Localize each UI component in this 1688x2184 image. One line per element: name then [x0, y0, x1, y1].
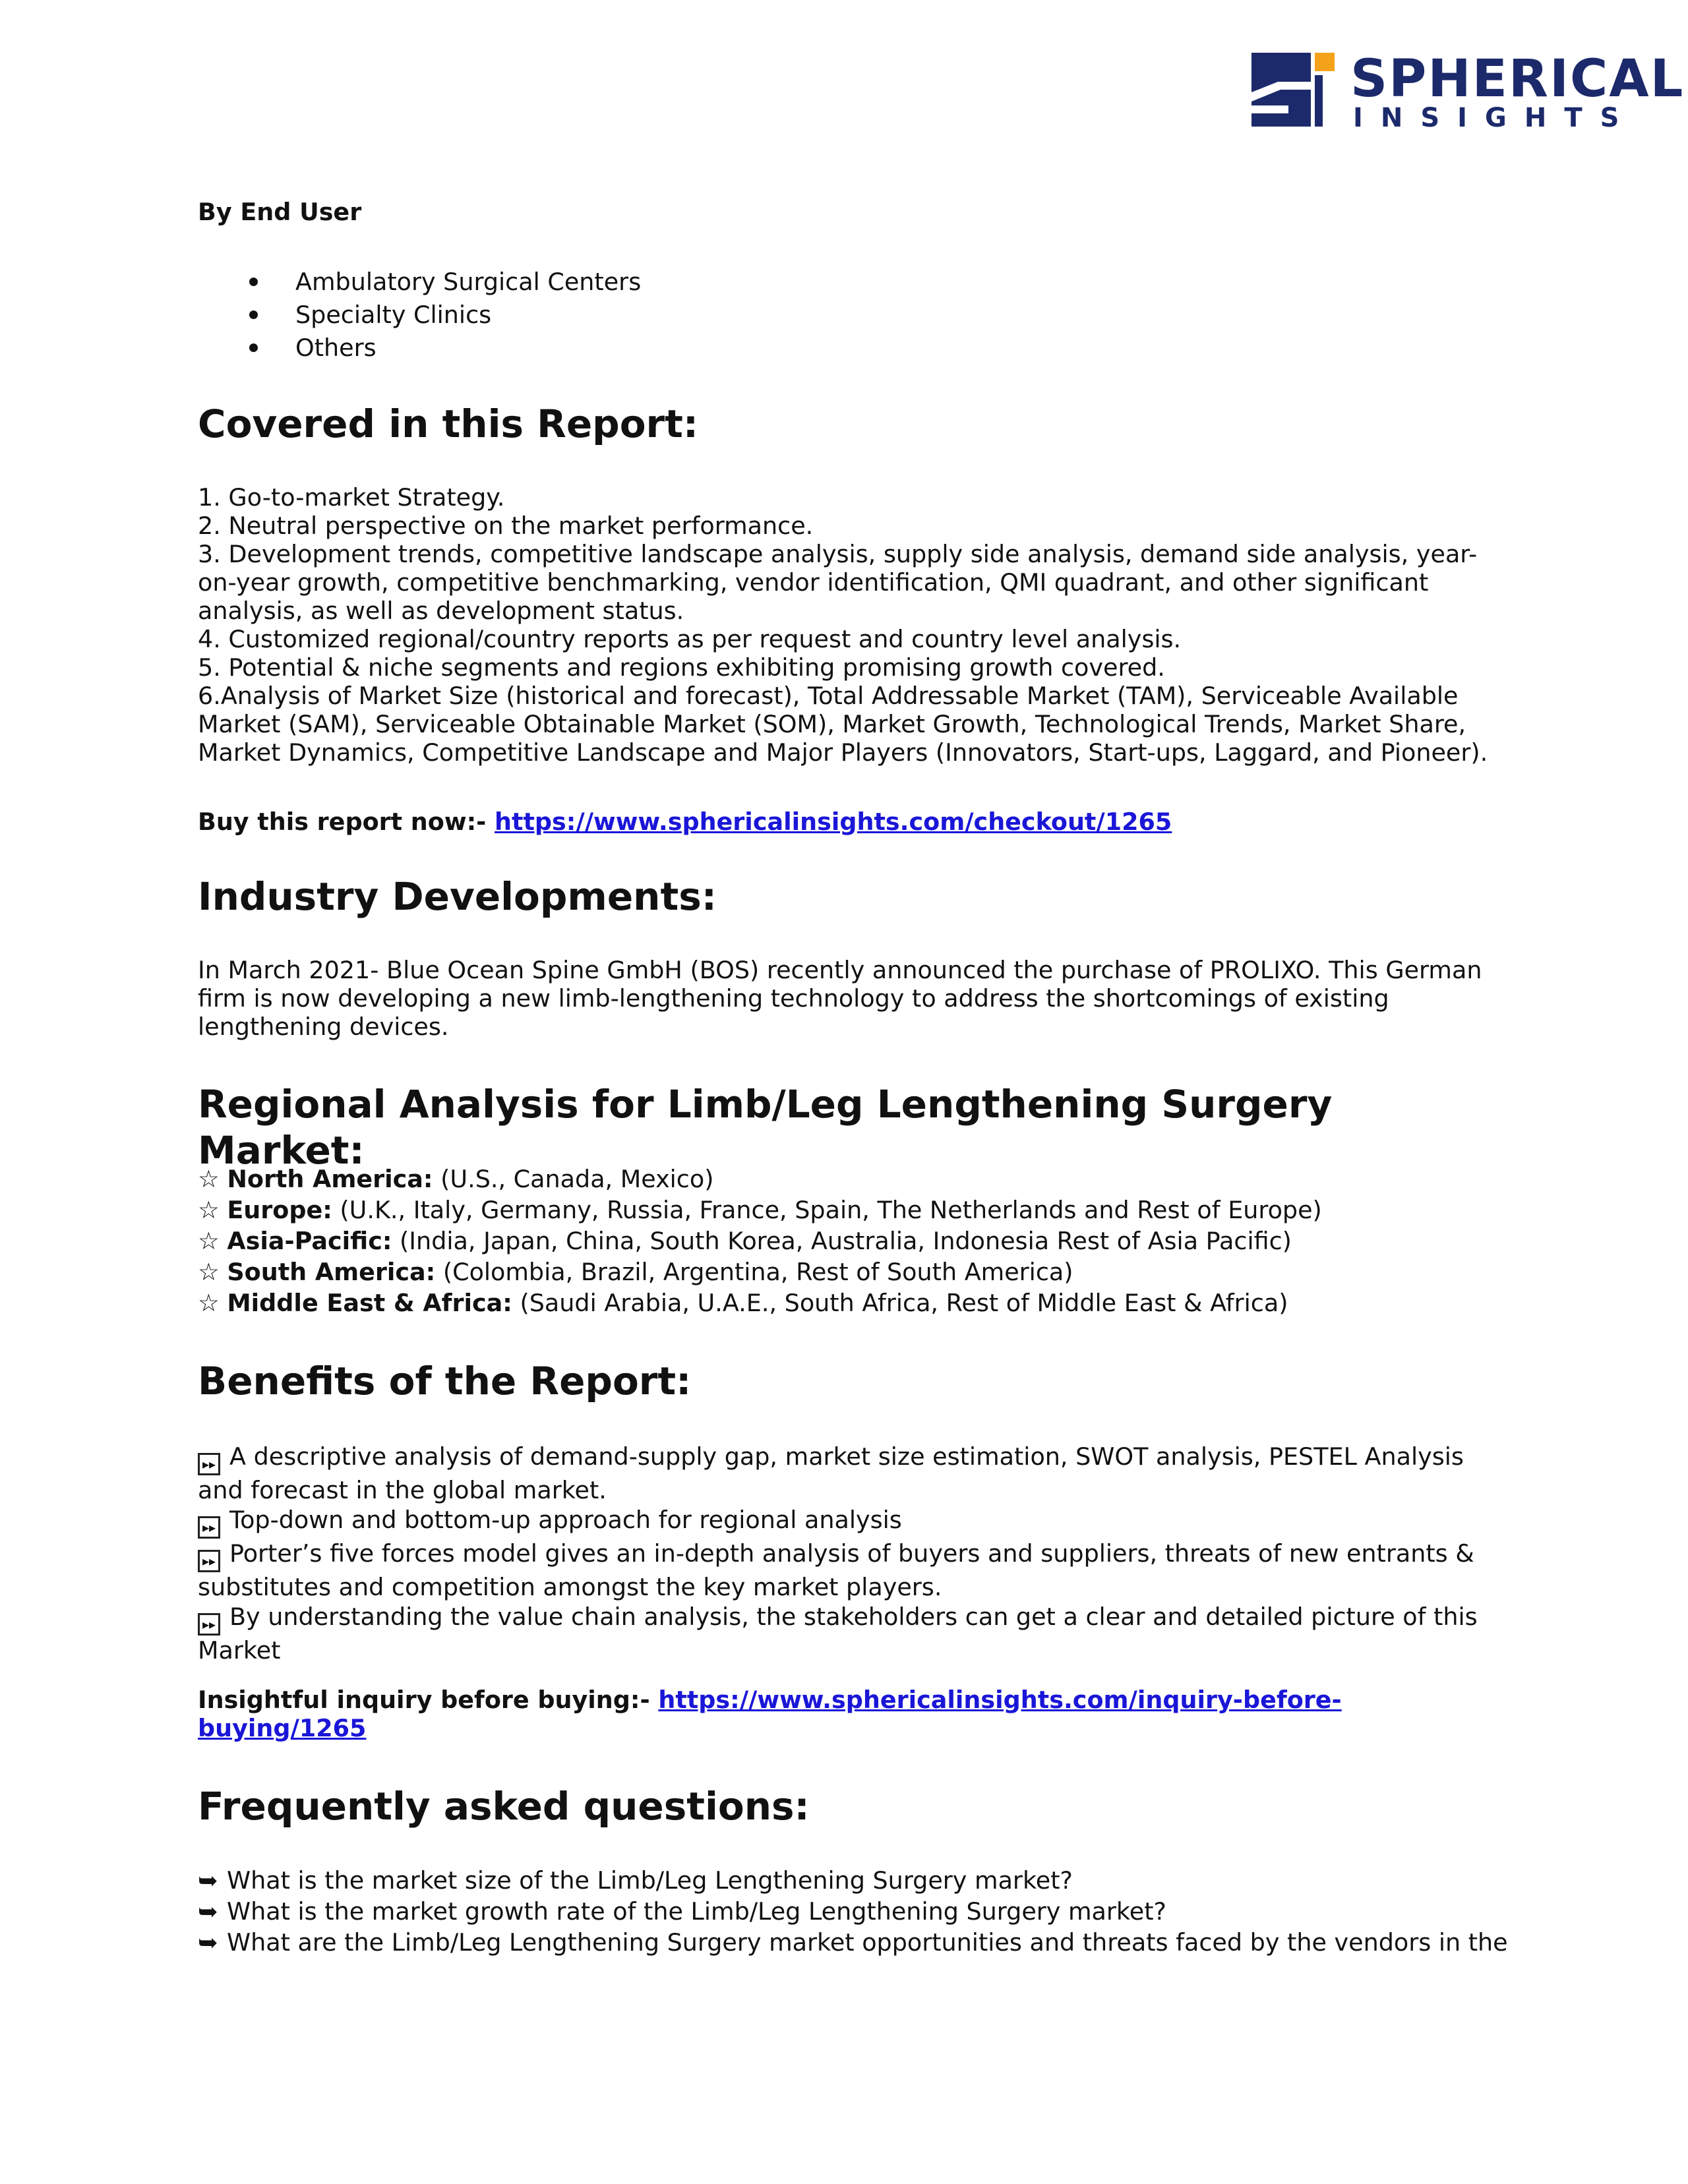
- benefit-line: ▸▸ A descriptive analysis of demand-supply gap, market size estimation, SWOT analysis, PESTEL Analysis: [198, 1442, 1490, 1475]
- benefit-line: and forecast in the global market.: [198, 1476, 607, 1504]
- region-row: ☆ Asia-Pacific: (India, Japan, China, South Korea, Australia, Indonesia Rest of Asia Pacific): [198, 1227, 1292, 1255]
- logo-wordmark-spherical: SPHERICAL: [1350, 49, 1685, 109]
- fast-forward-icon: ▸▸: [198, 1453, 220, 1475]
- arrow-icon: ➥: [198, 1897, 218, 1926]
- covered-line: 1. Go-to-market Strategy.: [198, 483, 505, 512]
- inquiry-line: [198, 1686, 1490, 1742]
- covered-heading: Covered in this Report:: [198, 401, 699, 446]
- star-icon: ☆: [198, 1227, 220, 1255]
- faq-item: ➥ What is the market growth rate of the Limb/Leg Lengthening Surgery market?: [198, 1897, 1166, 1926]
- paragraph-line: firm is now developing a new limb-lengthening technology to address the shortcomings of existing: [198, 984, 1389, 1013]
- region-row: ☆ North America: (U.S., Canada, Mexico): [198, 1165, 714, 1193]
- industry-heading: Industry Developments:: [198, 874, 717, 919]
- covered-line: Market Dynamics, Competitive Landscape and Major Players (Innovators, Start-ups, Laggard, and Pioneer).: [198, 738, 1488, 767]
- bullet-icon: [249, 343, 258, 352]
- regional-heading: Regional Analysis for Limb/Leg Lengthening Surgery Market:: [198, 1082, 1333, 1173]
- star-icon: ☆: [198, 1196, 220, 1224]
- covered-line: 6.Analysis of Market Size (historical and forecast), Total Addressable Market (TAM), Serviceable Available: [198, 682, 1459, 710]
- covered-line: 2. Neutral perspective on the market performance.: [198, 512, 814, 540]
- star-icon: ☆: [198, 1165, 220, 1193]
- faq-list: [198, 1865, 1508, 1958]
- logo-wordmark-insights: INSIGHTS: [1353, 103, 1637, 133]
- inquiry-link[interactable]: https://www.sphericalinsights.com/inquiry-before-: [658, 1686, 1342, 1714]
- bullet-icon: [249, 310, 258, 319]
- list-item: Others: [198, 332, 1490, 365]
- inquiry-label: Insightful inquiry before buying:-: [198, 1686, 659, 1714]
- arrow-icon: ➥: [198, 1866, 218, 1895]
- region-row: ☆ Middle East & Africa: (Saudi Arabia, U.A.E., South Africa, Rest of Middle East & Africa): [198, 1289, 1288, 1317]
- faq-item: ➥ What is the market size of the Limb/Leg Lengthening Surgery market?: [198, 1866, 1073, 1895]
- checkout-link[interactable]: https://www.sphericalinsights.com/checkout/1265: [495, 808, 1172, 836]
- bullet-icon: [249, 278, 258, 286]
- end-user-list: [198, 266, 1490, 365]
- benefits-heading: Benefits of the Report:: [198, 1359, 692, 1403]
- paragraph-line: lengthening devices.: [198, 1013, 449, 1041]
- list-item: Specialty Clinics: [198, 299, 1490, 332]
- inquiry-link-continued[interactable]: buying/1265: [198, 1714, 367, 1742]
- arrow-icon: ➥: [198, 1928, 218, 1957]
- spherical-insights-logo: [1251, 49, 1685, 134]
- star-icon: ☆: [198, 1258, 220, 1286]
- logo-mark-icon: [1251, 53, 1341, 127]
- benefit-line: ▸▸ Porter’s five forces model gives an in-depth analysis of buyers and suppliers, threats of new entrants &: [198, 1539, 1490, 1572]
- covered-list: [198, 483, 1490, 767]
- faq-item: ➥ What are the Limb/Leg Lengthening Surgery market opportunities and threats faced by the vendors in the: [198, 1928, 1508, 1957]
- buy-report-label: Buy this report now:-: [198, 808, 495, 836]
- end-user-heading: By End User: [198, 198, 362, 226]
- region-row: ☆ South America: (Colombia, Brazil, Argentina, Rest of South America): [198, 1258, 1073, 1286]
- list-item: Ambulatory Surgical Centers: [198, 266, 1490, 299]
- fast-forward-icon: ▸▸: [198, 1516, 220, 1539]
- covered-line: 5. Potential & niche segments and regions exhibiting promising growth covered.: [198, 653, 1165, 682]
- benefit-line: substitutes and competition amongst the key market players.: [198, 1573, 942, 1601]
- covered-line: Market (SAM), Serviceable Obtainable Market (SOM), Market Growth, Technological Trends, Market Share,: [198, 710, 1466, 738]
- benefit-line: ▸▸ Top-down and bottom-up approach for regional analysis: [198, 1505, 1490, 1539]
- covered-line: on-year growth, competitive benchmarking, vendor identification, QMI quadrant, and other significant: [198, 568, 1429, 597]
- covered-line: 3. Development trends, competitive landscape analysis, supply side analysis, demand side analysis, year-: [198, 540, 1478, 568]
- industry-paragraph: [198, 956, 1490, 1041]
- paragraph-line: In March 2021- Blue Ocean Spine GmbH (BOS) recently announced the purchase of PROLIXO. This German: [198, 956, 1482, 984]
- benefit-line: Market: [198, 1636, 281, 1665]
- fast-forward-icon: ▸▸: [198, 1613, 220, 1636]
- buy-report-line: [198, 808, 1490, 836]
- benefits-list: [198, 1442, 1490, 1665]
- regional-list: [198, 1164, 1490, 1318]
- fast-forward-icon: ▸▸: [198, 1550, 220, 1572]
- region-row: ☆ Europe: (U.K., Italy, Germany, Russia, France, Spain, The Netherlands and Rest of Europe): [198, 1196, 1322, 1224]
- covered-line: analysis, as well as development status.: [198, 597, 684, 625]
- benefit-line: ▸▸ By understanding the value chain analysis, the stakeholders can get a clear and detailed picture of this: [198, 1602, 1490, 1636]
- faq-heading: Frequently asked questions:: [198, 1784, 810, 1829]
- covered-line: 4. Customized regional/country reports as per request and country level analysis.: [198, 625, 1182, 653]
- star-icon: ☆: [198, 1289, 220, 1317]
